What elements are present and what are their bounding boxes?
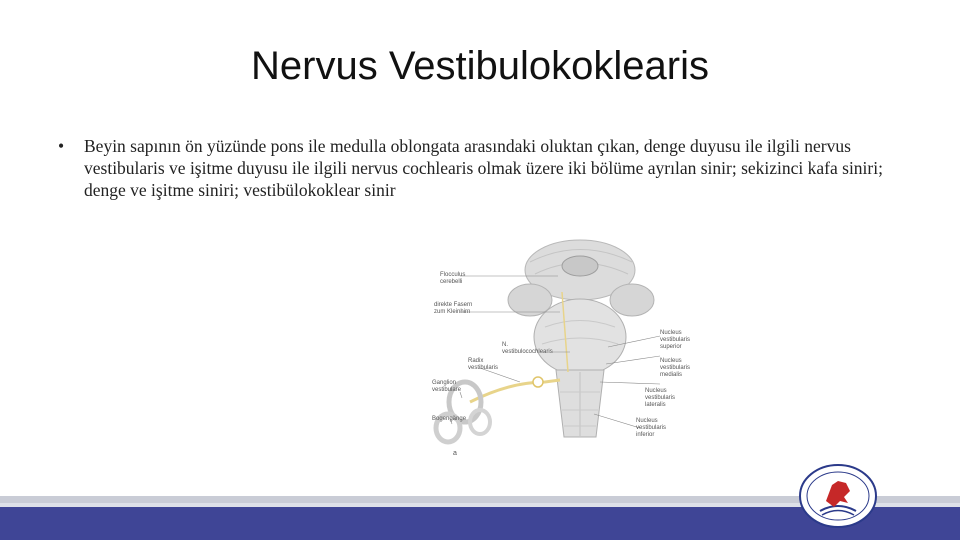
slide-title: Nervus Vestibulokoklearis [251,44,709,88]
bullet-dot: • [58,136,65,156]
label-flocculus: Flocculus cerebelli [440,272,466,285]
university-logo [798,463,878,529]
label-nucleus-inferior: Nucleus vestibularis inferior [636,418,667,438]
brainstem-illustration [410,232,700,464]
label-ganglion-vestibulare: Ganglion vestibulare [432,380,462,393]
panel-tag: a [453,450,457,457]
label-nucleus-lateralis: Nucleus vestibularis lateralis [645,388,676,408]
label-nucleus-medialis: Nucleus vestibularis medialis [660,358,691,378]
label-bogengange: Bogengänge [432,416,467,422]
bullet-item [58,135,918,201]
bullet-list [58,135,918,201]
label-n-vestibulocochlearis: N. vestibulocochlearis [502,342,553,355]
label-direkte-fasern: direkte Fasern zum Kleinhirn [434,302,473,315]
label-radix-vestibularis: Radix vestibularis [468,358,499,371]
bullet-text: Beyin sapının ön yüzünde pons ile medulla oblongata arasındaki oluktan çıkan, denge duyusu ile ilgili nervus vestibularis ve işitme duyusu ile ilgili nervus cochlearis olmak üzere iki bölüme ayrılan sinir; sekizinci kafa siniri; denge ve işitme siniri; vestibülokoklear sinir [84,136,883,200]
label-nucleus-superior: Nucleus vestibularis superior [660,330,691,350]
